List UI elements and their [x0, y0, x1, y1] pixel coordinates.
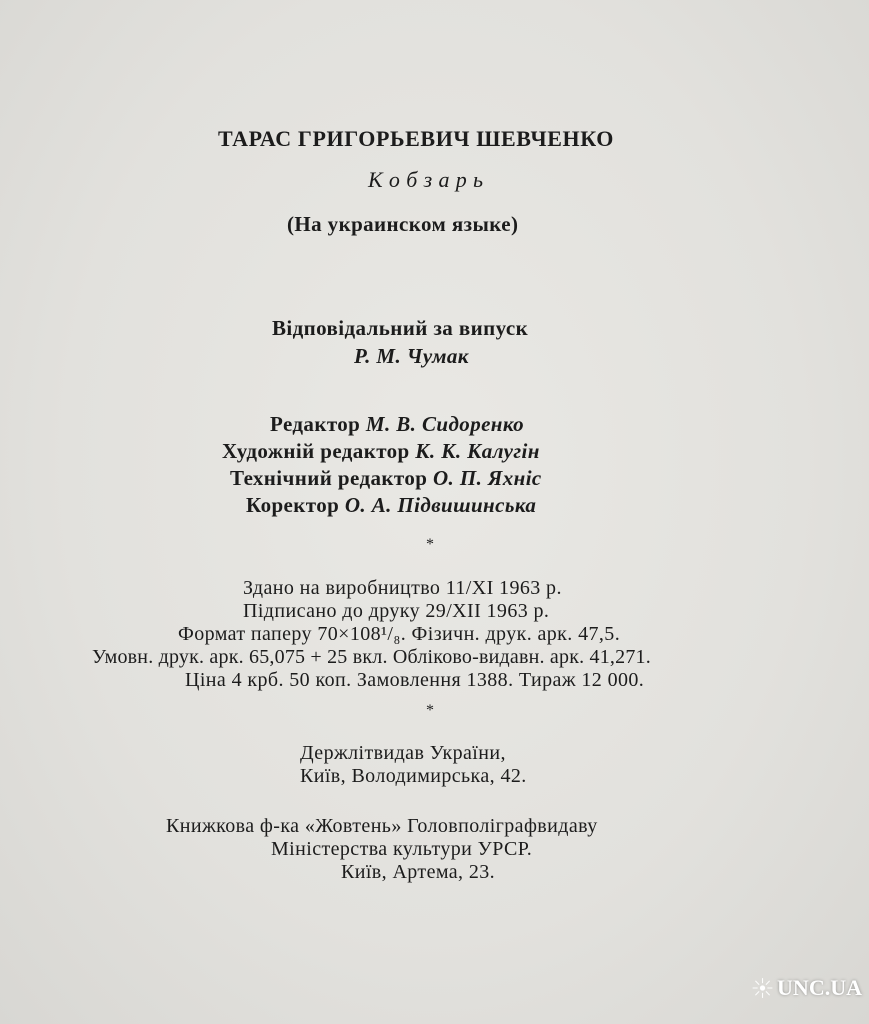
printer-line: Книжкова ф-ка «Жовтень» Головполіграфвидаву — [166, 815, 598, 837]
print-info-line: Умовн. друк. арк. 65,075 + 25 вкл. Обліково-видавн. арк. 41,271. — [92, 646, 651, 668]
separator-star: * — [426, 536, 434, 553]
print-info-line: Підписано до друку 29/XII 1963 р. — [243, 600, 550, 622]
staff-editor — [270, 412, 524, 436]
watermark-text: UNC.UA — [777, 975, 862, 1000]
staff-role: Технічний редактор — [230, 466, 428, 490]
responsible-label: Відповідальний за випуск — [272, 316, 529, 340]
staff-proofreader — [246, 493, 536, 517]
print-info-line: Формат паперу 70×108¹/₈. Фізичн. друк. арк. 47,5. — [178, 623, 621, 645]
publisher-line: Київ, Володимирська, 42. — [300, 765, 527, 787]
responsible-name: Р. М. Чумак — [354, 344, 469, 368]
staff-name: М. В. Сидоренко — [365, 412, 525, 436]
staff-tech-editor — [230, 466, 542, 490]
publisher-line: Держлітвидав України, — [300, 742, 506, 764]
separator-star: * — [426, 702, 434, 719]
staff-name: К. К. Калугін — [415, 439, 540, 463]
print-info-line: Здано на виробництво 11/XI 1963 р. — [243, 577, 562, 599]
staff-name: О. А. Підвишинська — [344, 493, 537, 517]
staff-role: Редактор — [270, 412, 361, 436]
author-name: ТАРАС ГРИГОРЬЕВИЧ ШЕВЧЕНКО — [218, 126, 614, 151]
book-title: К о б з а р ь — [368, 167, 484, 192]
staff-role: Художній редактор — [222, 439, 410, 463]
staff-role: Коректор — [246, 493, 340, 517]
print-info-line: Ціна 4 крб. 50 коп. Замовлення 1388. Тираж 12 000. — [185, 669, 645, 691]
language-note: (На украинском языке) — [287, 212, 519, 236]
printer-line: Міністерства культури УРСР. — [271, 838, 533, 860]
staff-name: О. П. Яхніс — [432, 466, 542, 490]
watermark-logo — [752, 962, 862, 1014]
printer-line: Київ, Артема, 23. — [341, 861, 496, 883]
staff-art-editor — [222, 439, 540, 463]
sunburst-icon — [752, 968, 773, 1008]
